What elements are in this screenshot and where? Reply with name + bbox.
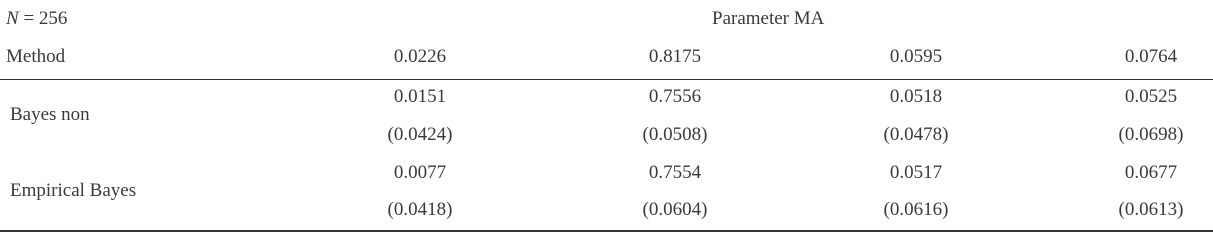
row-2-se-3: (0.0616) [883, 199, 949, 220]
param-col-2: 0.8175 [648, 46, 702, 67]
row-2-se-4: (0.0613) [1118, 199, 1184, 220]
row-2-estimate-3: 0.0517 [889, 162, 943, 183]
group-header: Parameter MA [712, 8, 825, 29]
n-symbol: N [6, 8, 19, 29]
n-value: = 256 [18, 8, 68, 29]
method-header: Method [6, 46, 66, 67]
row-1-estimate-2: 0.7556 [648, 86, 702, 107]
bottom-rule [0, 230, 1213, 232]
row-2-estimate-4: 0.0677 [1124, 162, 1178, 183]
row-2-se-2: (0.0604) [642, 199, 708, 220]
row-2-estimate-1: 0.0077 [393, 162, 447, 183]
row-1-estimate-4: 0.0525 [1124, 86, 1178, 107]
sample-size-label [6, 8, 67, 30]
row-1-method: Bayes non [10, 104, 90, 125]
row-1-estimate-3: 0.0518 [889, 86, 943, 107]
param-col-4: 0.0764 [1124, 46, 1178, 67]
row-1-se-1: (0.0424) [387, 124, 453, 145]
param-col-3: 0.0595 [889, 46, 943, 67]
row-1-se-2: (0.0508) [642, 124, 708, 145]
row-1-se-4: (0.0698) [1118, 124, 1184, 145]
param-col-1: 0.0226 [393, 46, 447, 67]
row-2-method: Empirical Bayes [10, 180, 137, 201]
header-rule [0, 79, 1213, 80]
row-1-estimate-1: 0.0151 [393, 86, 447, 107]
row-1-se-3: (0.0478) [883, 124, 949, 145]
row-2-se-1: (0.0418) [387, 199, 453, 220]
row-2-estimate-2: 0.7554 [648, 162, 702, 183]
